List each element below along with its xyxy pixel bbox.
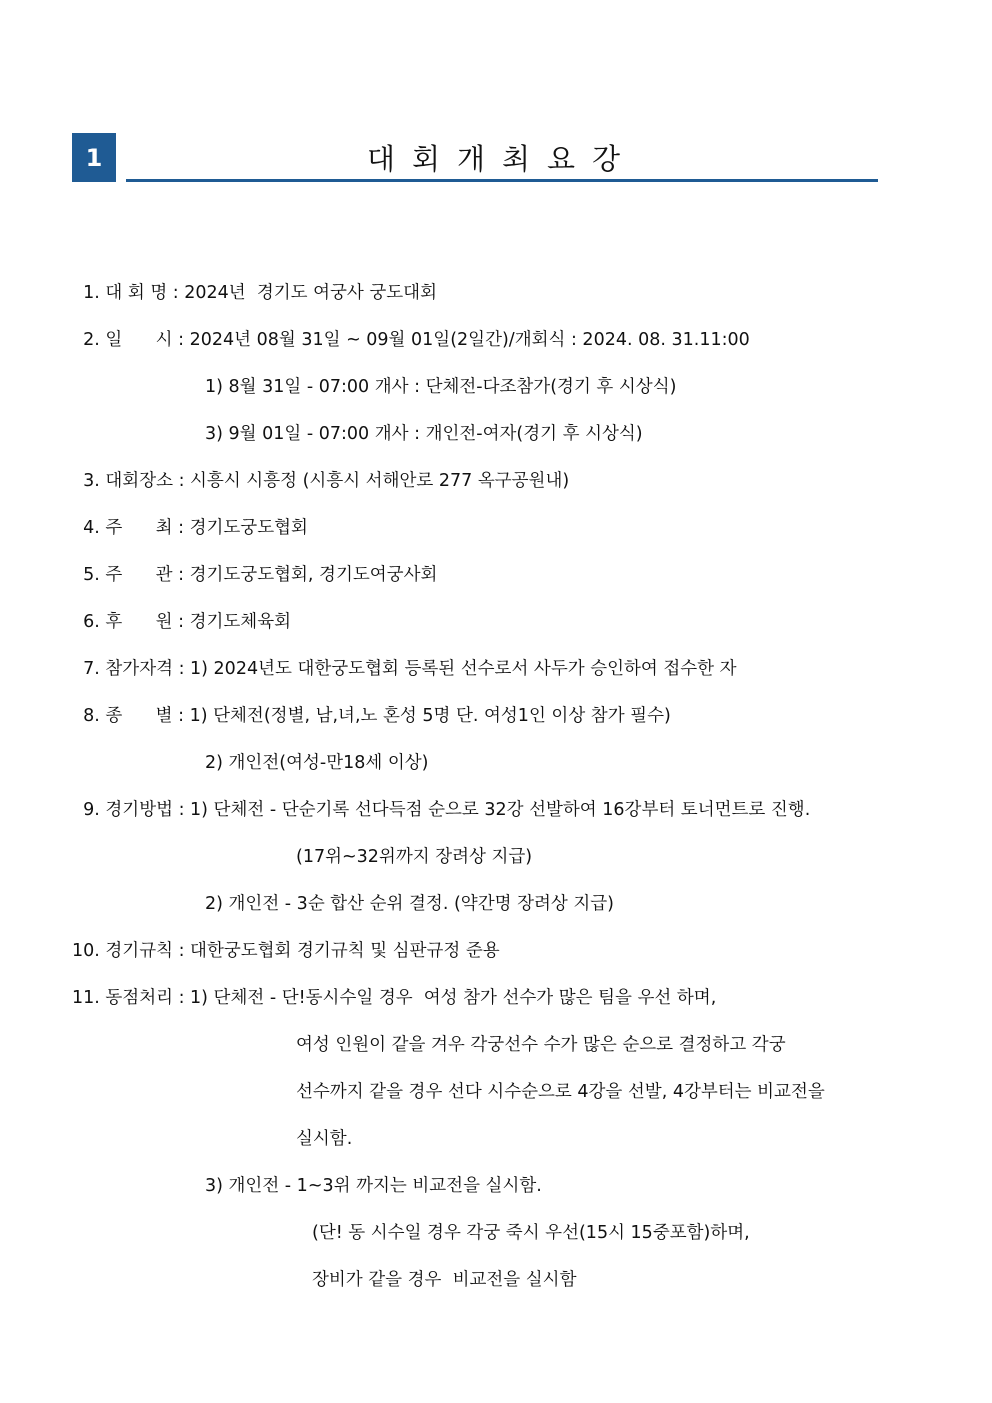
- item-tiebreak-cont-1: 여성 인원이 같을 겨우 각궁선수 수가 많은 순으로 결정하고 각궁: [296, 1035, 786, 1055]
- item-method-sub: 2) 개인전 - 3순 합산 순위 결정. (약간명 장려상 지급): [205, 894, 614, 914]
- item-tiebreak-cont-3: 실시함.: [296, 1129, 353, 1149]
- item-organizer: 5. 주 관 : 경기도궁도협회, 경기도여궁사회: [72, 565, 438, 585]
- item-category: 8. 종 별 : 1) 단체전(정별, 남,녀,노 혼성 5명 단. 여성1인 이상 참가 필수): [72, 706, 671, 726]
- item-date-sub-2: 3) 9월 01일 - 07:00 개사 : 개인전-여자(경기 후 시상식): [205, 424, 643, 444]
- item-host: 4. 주 최 : 경기도궁도협회: [72, 518, 308, 538]
- item-sponsor: 6. 후 원 : 경기도체육회: [72, 612, 292, 632]
- section-number-badge: 1: [72, 133, 116, 182]
- item-method: 9. 경기방법 : 1) 단체전 - 단순기록 선다득점 순으로 32강 선발하여 16강부터 토너먼트로 진행.: [72, 800, 811, 820]
- item-eligibility: 7. 참가자격 : 1) 2024년도 대한궁도협회 등록된 선수로서 사두가 승인하여 접수한 자: [72, 659, 737, 679]
- item-tiebreak-sub: 3) 개인전 - 1~3위 까지는 비교전을 실시함.: [205, 1176, 542, 1196]
- section-title: 대회개최요강: [366, 142, 638, 176]
- item-tiebreak: 11. 동점처리 : 1) 단체전 - 단!동시수일 경우 여성 참가 선수가 많은 팀을 우선 하며,: [72, 988, 717, 1008]
- item-tournament-name: 1. 대 회 명 : 2024년 경기도 여궁사 궁도대회: [72, 283, 437, 303]
- section-title-underline: [126, 179, 878, 182]
- item-date-sub-1: 1) 8월 31일 - 07:00 개사 : 단체전-다조참가(경기 후 시상식): [205, 377, 677, 397]
- item-tiebreak-sub-note-2: 장비가 같을 경우 비교전을 실시함: [312, 1270, 577, 1290]
- item-venue: 3. 대회장소 : 시흥시 시흥정 (시흥시 서해안로 277 옥구공원내): [72, 471, 570, 491]
- item-tiebreak-sub-note-1: (단! 동 시수일 경우 각궁 죽시 우선(15시 15중포함)하며,: [312, 1223, 750, 1243]
- item-date: 2. 일 시 : 2024년 08월 31일 ~ 09월 01일(2일간)/개회식 : 2024. 08. 31.11:00: [72, 330, 750, 350]
- item-tiebreak-cont-2: 선수까지 같을 경우 선다 시수순으로 4강을 선발, 4강부터는 비교전을: [296, 1082, 825, 1102]
- item-rules: 10. 경기규칙 : 대한궁도협회 경기규칙 및 심판규정 준용: [72, 941, 500, 961]
- item-category-sub: 2) 개인전(여성-만18세 이상): [205, 753, 429, 773]
- item-method-note: (17위~32위까지 장려상 지급): [296, 847, 533, 867]
